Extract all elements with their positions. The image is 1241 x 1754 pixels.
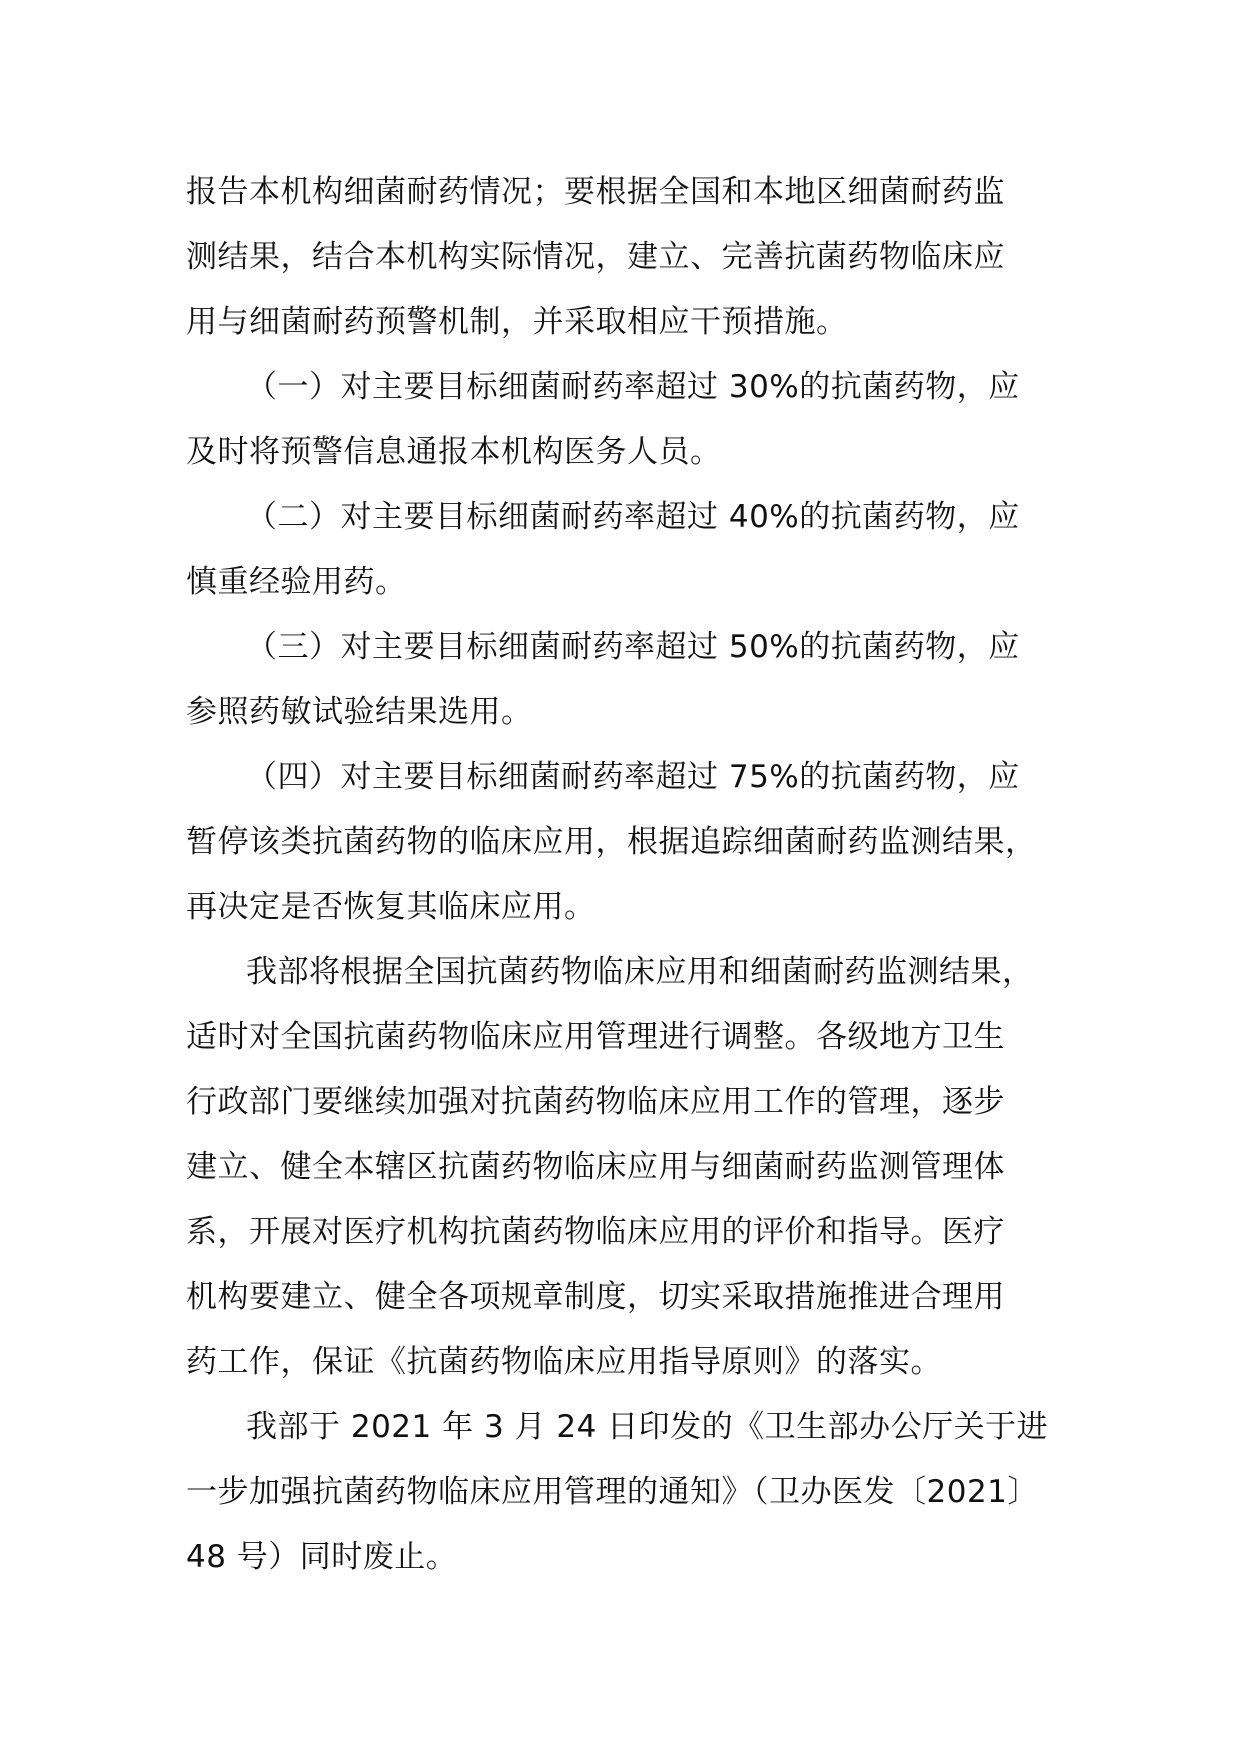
text-line: 我部将根据全国抗菌药物临床应用和细菌耐药监测结果， (246, 954, 1034, 990)
text-line: 再决定是否恢复其临床应用。 (186, 889, 596, 925)
text-line: 系，开展对医疗机构抗菌药物临床应用的评价和指导。医疗 (186, 1214, 1005, 1250)
text-line: 及时将预警信息通报本机构医务人员。 (186, 434, 722, 470)
text-line: 一步加强抗菌药物临床应用管理的通知》（卫办医发〔2021〕 (186, 1474, 1039, 1510)
text-line: 用与细菌耐药预警机制，并采取相应干预措施。 (186, 304, 848, 340)
document-body (186, 160, 1066, 1590)
text-line: 我部于 2021 年 3 月 24 日印发的《卫生部办公厅关于进 (246, 1409, 1049, 1445)
text-line: 药工作，保证《抗菌药物临床应用指导原则》的落实。 (186, 1344, 942, 1380)
text-line: 行政部门要继续加强对抗菌药物临床应用工作的管理，逐步 (186, 1084, 1005, 1120)
text-line: （四）对主要目标细菌耐药率超过 75%的抗菌药物，应 (246, 759, 1020, 795)
text-line: （二）对主要目标细菌耐药率超过 40%的抗菌药物，应 (246, 499, 1020, 535)
text-line: 暂停该类抗菌药物的临床应用，根据追踪细菌耐药监测结果， (186, 824, 1037, 860)
text-line: 测结果，结合本机构实际情况，建立、完善抗菌药物临床应 (186, 239, 1005, 275)
text-line: 慎重经验用药。 (186, 564, 407, 600)
text-line: 适时对全国抗菌药物临床应用管理进行调整。各级地方卫生 (186, 1019, 1005, 1055)
text-line: 参照药敏试验结果选用。 (186, 694, 533, 730)
text-line: 报告本机构细菌耐药情况；要根据全国和本地区细菌耐药监 (186, 174, 1005, 210)
text-line: 建立、健全本辖区抗菌药物临床应用与细菌耐药监测管理体 (186, 1149, 1005, 1185)
text-line: 48 号）同时废止。 (186, 1539, 458, 1575)
text-line: 机构要建立、健全各项规章制度，切实采取措施推进合理用 (186, 1279, 1005, 1315)
text-line: （三）对主要目标细菌耐药率超过 50%的抗菌药物，应 (246, 629, 1020, 665)
text-line: （一）对主要目标细菌耐药率超过 30%的抗菌药物，应 (246, 369, 1020, 405)
